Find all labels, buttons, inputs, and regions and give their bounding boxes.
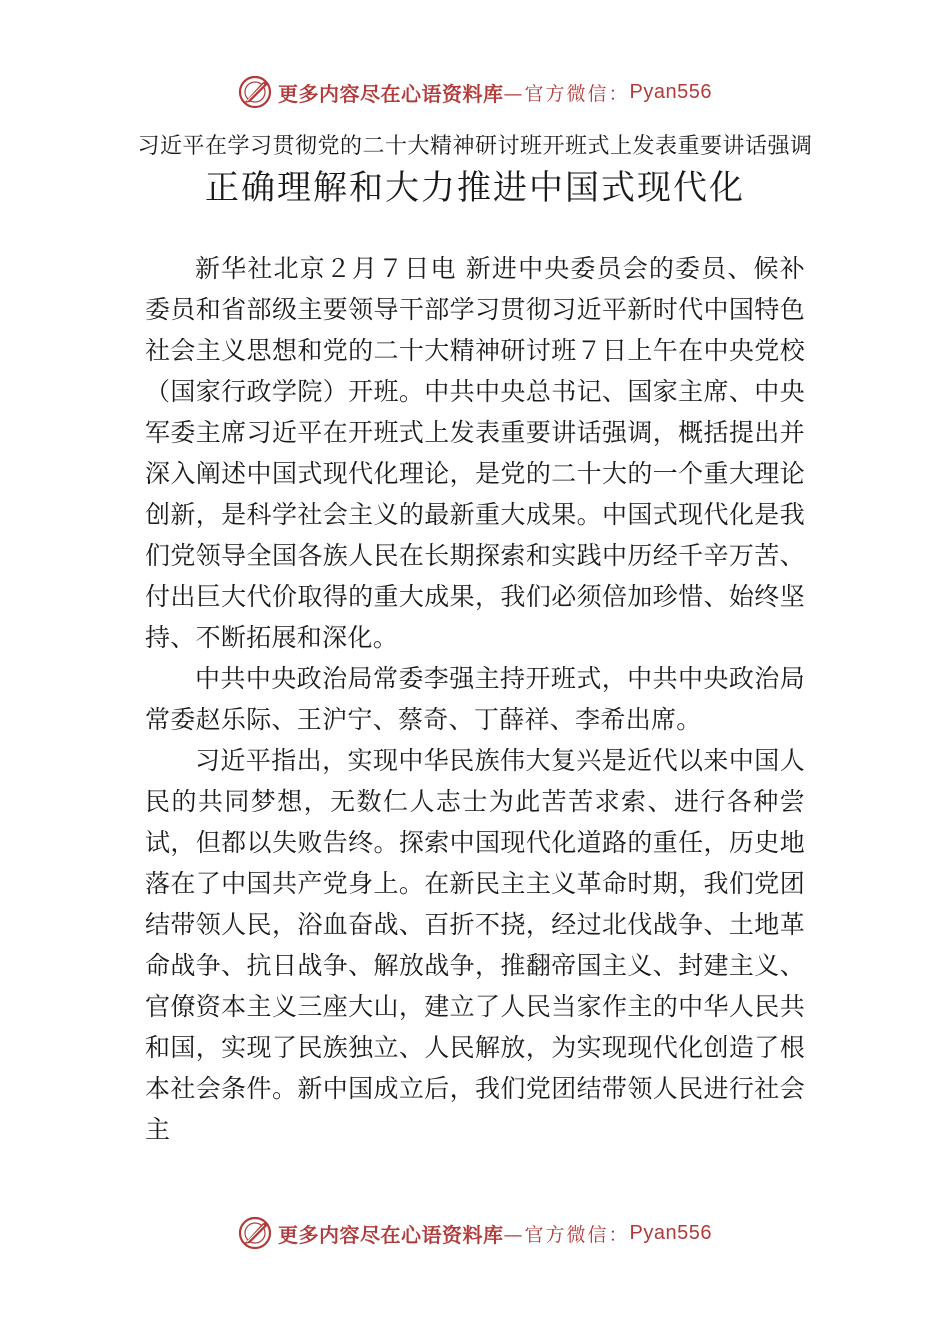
banner-wechat-label: —官方微信： (503, 82, 630, 105)
banner-brand-text: 更多内容尽在心语资料库 (278, 1222, 504, 1247)
footer-banner (0, 1213, 950, 1253)
article-title: 正确理解和大力推进中国式现代化 (205, 168, 745, 208)
article-paragraph: 中共中央政治局常委李强主持开班式，中共中央政治局常委赵乐际、王沪宁、蔡奇、丁薛祥、李希出席。 (145, 664, 805, 734)
article-paragraph: 新华社北京２月７日电 新进中央委员会的委员、候补委员和省部级主要领导干部学习贯彻习近平新时代中国特色社会主义思想和党的二十大精神研讨班７日上午在中央党校（国家行政学院）开班。中共中央总书记、国家主席、中央军委主席习近平在开班式上发表重要讲话强调，概括提出并深入阐述中国式现代化理论，是党的二十大的一个重大理论创新，是科学社会主义的最新重大成果。中国式现代化是我们党领导全国各族人民在长期探索和实践中历经千辛万苦、付出巨大代价取得的重大成果，我们必须倍加珍惜、始终坚持、不断拓展和深化。 (145, 254, 805, 652)
banner-brand-text: 更多内容尽在心语资料库 (278, 81, 504, 106)
banner-wechat-label: —官方微信： (503, 1223, 630, 1246)
quill-pen-logo-icon (238, 1216, 272, 1250)
article-subtitle: 习近平在学习贯彻党的二十大精神研讨班开班式上发表重要讲话强调 (137, 134, 813, 159)
banner-wechat-id: Pyan556 (629, 80, 712, 103)
article-paragraph: 习近平指出，实现中华民族伟大复兴是近代以来中国人民的共同梦想，无数仁人志士为此苦苦求索、进行各种尝试，但都以失败告终。探索中国现代化道路的重任，历史地落在了中国共产党身上。在新民主主义革命时期，我们党团结带领人民，浴血奋战、百折不挠，经过北伐战争、土地革命战争、抗日战争、解放战争，推翻帝国主义、封建主义、官僚资本主义三座大山，建立了人民当家作主的中华人民共和国，实现了民族独立、人民解放，为实现现代化创造了根本社会条件。新中国成立后，我们党团结带领人民进行社会主 (145, 746, 805, 1144)
banner-wechat-id: Pyan556 (629, 1221, 712, 1244)
header-banner (0, 72, 950, 112)
quill-pen-logo-icon (238, 75, 272, 109)
article-body (145, 248, 805, 1150)
